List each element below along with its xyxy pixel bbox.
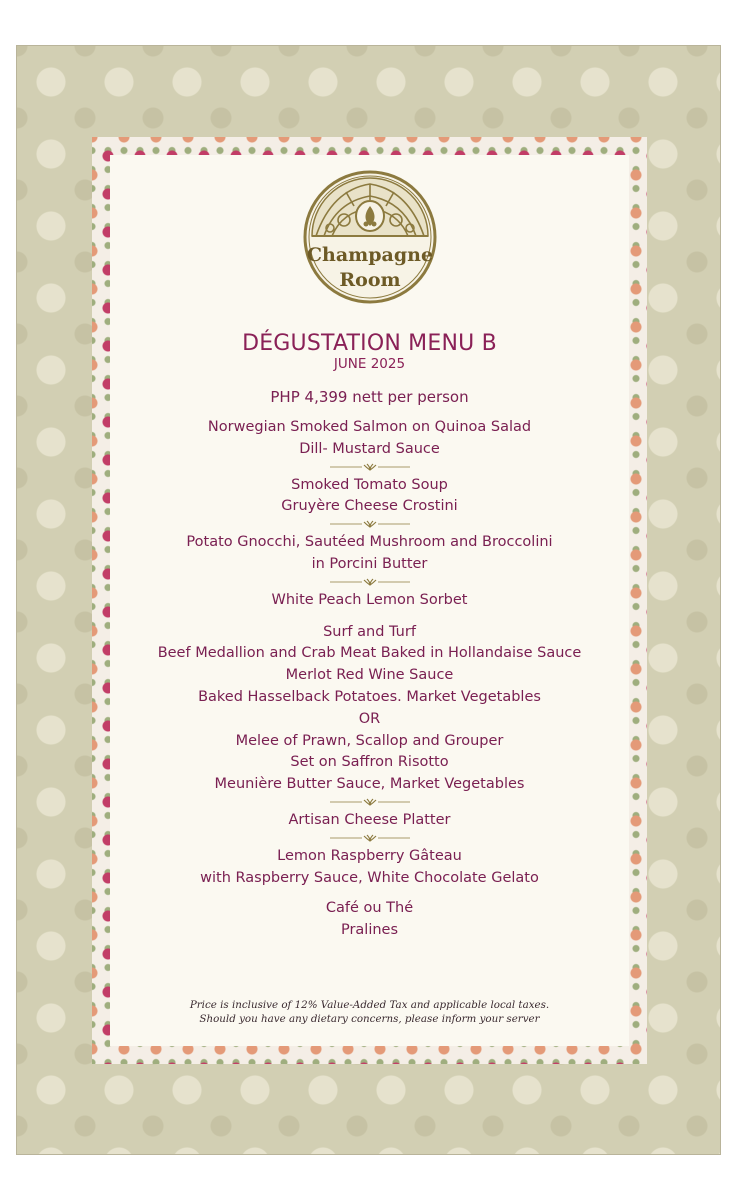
dish-line: Meunière Butter Sauce, Market Vegetables [214, 776, 525, 793]
ornament-divider-icon [330, 519, 410, 529]
ornament-divider-icon [330, 462, 410, 472]
dish-line: Beef Medallion and Crab Meat Baked in Hollandaise Sauce [157, 645, 582, 662]
menu-price: PHP 4,399 nett per person [270, 388, 469, 406]
dish-line: Dill- Mustard Sauce [299, 440, 440, 457]
dish-line: with Raspberry Sauce, White Chocolate Gelato [200, 869, 539, 886]
dietary-note: Should you have any dietary concerns, please inform your server [199, 1013, 540, 1025]
course-list [110, 417, 629, 942]
course [110, 532, 629, 576]
course [110, 475, 629, 519]
dish-line: OR [358, 710, 381, 727]
dish-line: Baked Hasselback Potatoes. Market Vegetables [198, 688, 541, 705]
dish-line: Café ou Thé [325, 900, 414, 917]
footer-note [110, 998, 629, 1026]
course-spacer [110, 612, 629, 622]
logo-text-champagne: Champagne [306, 244, 434, 266]
logo-text-room: Room [339, 269, 401, 291]
ornament-divider-icon [330, 797, 410, 807]
course [110, 810, 629, 832]
course-spacer [110, 889, 629, 898]
menu-title: DÉGUSTATION MENU B [242, 331, 497, 356]
dish-line: Lemon Raspberry Gâteau [277, 847, 462, 864]
course [110, 846, 629, 890]
dish-line: Pralines [340, 922, 399, 939]
dish-line: Melee of Prawn, Scallop and Grouper [235, 732, 504, 749]
dish-line: in Porcini Butter [311, 555, 428, 572]
dish-line: White Peach Lemon Sorbet [271, 591, 468, 608]
dish-line: Norwegian Smoked Salmon on Quinoa Salad [207, 419, 532, 435]
course [110, 622, 629, 796]
dish-line: Set on Saffron Risotto [290, 754, 449, 771]
course [110, 590, 629, 612]
menu-date: JUNE 2025 [333, 356, 406, 372]
dish-line: Surf and Turf [323, 623, 416, 640]
course [110, 417, 629, 461]
dish-line: Potato Gnocchi, Sautéed Mushroom and Broccolini [186, 534, 553, 551]
dish-line: Smoked Tomato Soup [291, 476, 448, 493]
dish-line: Artisan Cheese Platter [288, 811, 451, 828]
course [110, 898, 629, 942]
tax-note: Price is inclusive of 12% Value-Added Tax and applicable local taxes. [189, 999, 550, 1011]
ornament-divider-icon [330, 577, 410, 587]
dish-line: Merlot Red Wine Sauce [285, 667, 454, 684]
ornament-divider-icon [330, 833, 410, 843]
menu-content [110, 331, 629, 942]
dish-line: Gruyère Cheese Crostini [281, 498, 458, 515]
champagne-room-logo [302, 170, 438, 304]
